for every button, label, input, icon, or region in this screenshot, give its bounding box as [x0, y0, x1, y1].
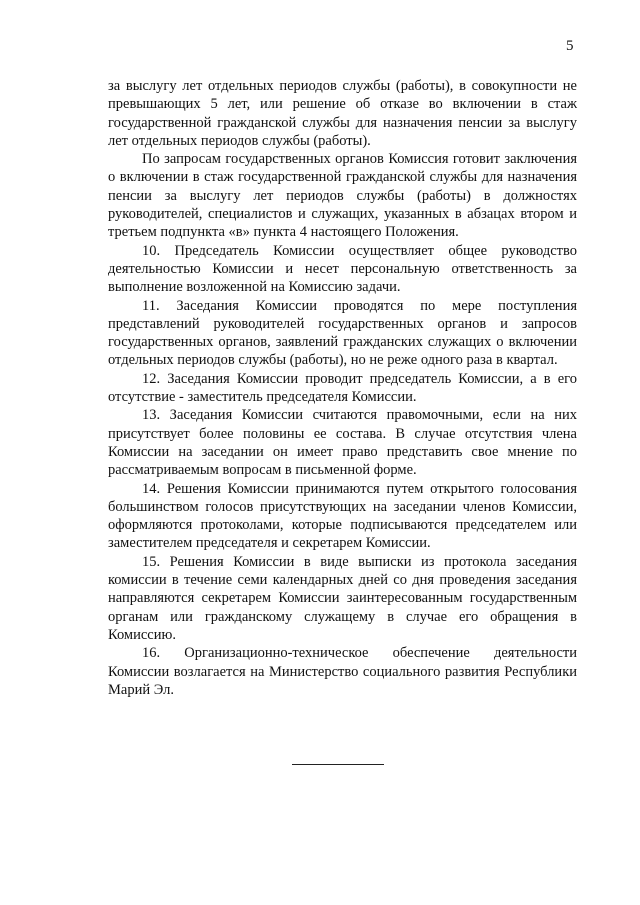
paragraph-12: 12. Заседания Комиссии проводит председатель Комиссии, а в его отсутствие - заместитель председателя Комиссии. — [108, 370, 577, 406]
paragraph-10: 10. Председатель Комиссии осуществляет общее руководство деятельностью Комиссии и несет персональную ответственность за выполнение возложенной на Комиссию задачи. — [108, 242, 577, 296]
page-number: 5 — [566, 38, 574, 54]
paragraph-14: 14. Решения Комиссии принимаются путем открытого голосования большинством голосов присутствующих на заседании членов Комиссии, оформляются протоколами, которые подписываются председателем или заместителем председателя и секретарем Комиссии. — [108, 480, 577, 552]
paragraph-13: 13. Заседания Комиссии считаются правомочными, если на них присутствует более половины ее состава. В случае отсутствия члена Комиссии на заседании он имеет право представить свое мнение по рассматриваемым вопросам в письменной форме. — [108, 407, 577, 479]
closing-separator-line — [292, 764, 384, 765]
paragraph-15: 15. Решения Комиссии в виде выписки из протокола заседания комиссии в течение семи календарных дней со дня проведения заседания направляются секретарем Комиссии заинтересованным государственным органам или гражданскому служащему в случае его обращения в Комиссию. — [108, 553, 577, 643]
document-body — [108, 77, 577, 699]
paragraph-11: 11. Заседания Комиссии проводятся по мере поступления представлений руководителей государственных органов и запросов государственных органов, заявлений гражданских служащих о включении отдельных периодов службы (работы), но не реже одного раза в квартал. — [108, 297, 577, 369]
paragraph-16: 16. Организационно-техническое обеспечение деятельности Комиссии возлагается на Министерство социального развития Республики Марий Эл. — [108, 645, 577, 698]
paragraph-requests: По запросам государственных органов Комиссия готовит заключения о включении в стаж государственной гражданской службы для назначения пенсии за выслугу лет периодов службы (работы) в должностях руководителей, специалистов и служащих, указанных в абзацах втором и третьем подпункта «в» пункта 4 настоящего Положения. — [108, 151, 577, 241]
paragraph-continuation: за выслугу лет отдельных периодов службы (работы), в совокупности не превышающих 5 лет, или решение об отказе во включении в стаж государственной гражданской службы для назначения пенсии за выслугу лет отдельных периодов службы (работы). — [108, 78, 577, 149]
